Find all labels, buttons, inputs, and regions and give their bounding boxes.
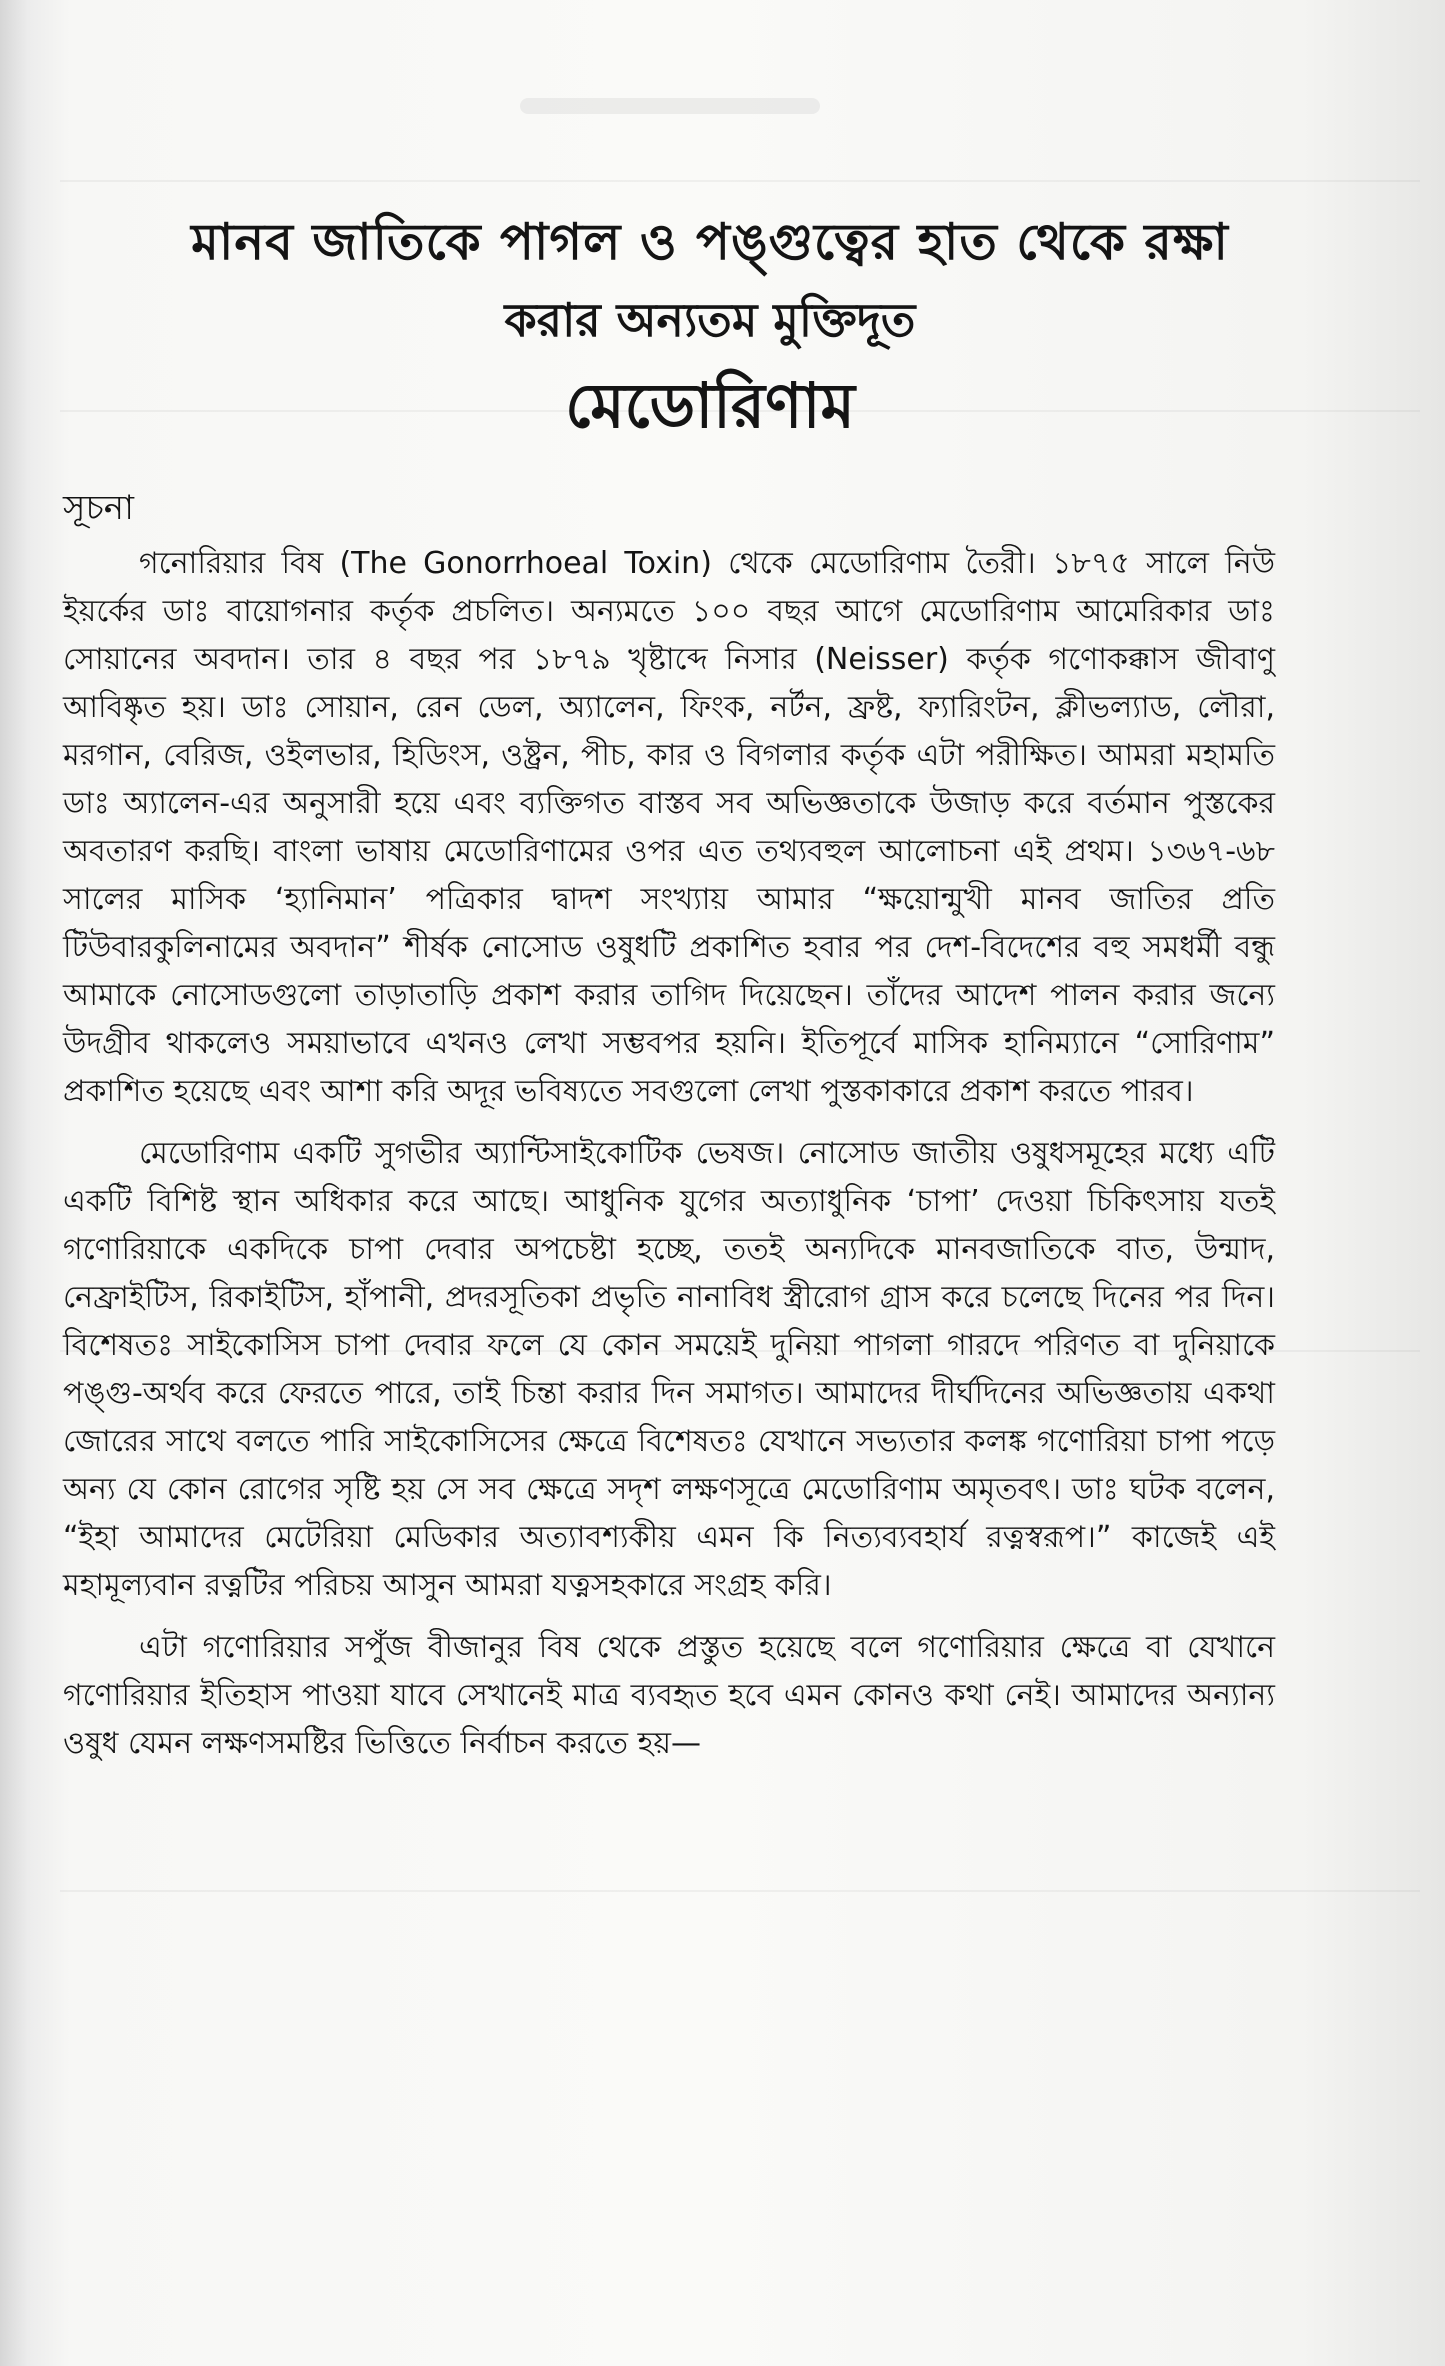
chapter-title	[60, 205, 1360, 449]
title-line-3: মেডোরিণাম	[565, 369, 855, 442]
bleed-through-line	[60, 180, 1420, 182]
paragraph: গনোরিয়ার বিষ (The Gonorrhoeal Toxin) থেকে মেডোরিণাম তৈরী। ১৮৭৫ সালে নিউ ইয়র্কের ডাঃ বায়োগনার কর্তৃক প্রচলিত। অন্যমতে ১০০ বছর আগে মেডোরিণাম আমেরিকার ডাঃ সোয়ানের অবদান। তার ৪ বছর পর ১৮৭৯ খৃষ্টাব্দে নিসার (Neisser) কর্তৃক গণোকক্কাস জীবাণু আবিষ্কৃত হয়। ডাঃ সোয়ান, রেন ডেল, অ্যালেন, ফিংক, নর্টন, ফ্রষ্ট, ফ্যারিংটন, ক্লীভল্যাড, লৌরা, মরগান, বেরিজ, ওইলভার, হিডিংস, ওষ্ট্রন, পীচ, কার ও বিগলার কর্তৃক এটা পরীক্ষিত। আমরা মহামতি ডাঃ অ্যালেন-এর অনুসারী হয়ে এবং ব্যক্তিগত বাস্তব সব অভিজ্ঞতাকে উজাড় করে বর্তমান পুস্তকের অবতারণ করছি। বাংলা ভাষায় মেডোরিণামের ওপর এত তথ্যবহুল আলোচনা এই প্রথম। ১৩৬৭-৬৮ সালের মাসিক ‘হ্যানিমান’ পত্রিকার দ্বাদশ সংখ্যায় আমার “ক্ষয়োন্মুখী মানব জাতির প্রতি টিউবারকুলিনামের অবদান” শীর্ষক নোসোড ওষুধটি প্রকাশিত হবার পর দেশ-বিদেশের বহু সমধর্মী বন্ধু আমাকে নোসোডগুলো তাড়াতাড়ি প্রকাশ করার তাগিদ দিয়েছেন। তাঁদের আদেশ পালন করার জন্যে উদগ্রীব থাকলেও সময়াভাবে এখনও লেখা সম্ভবপর হয়নি। ইতিপূর্বে মাসিক হানিম্যানে “সোরিণাম” প্রকাশিত হয়েছে এবং আশা করি অদূর ভবিষ্যতে সবগুলো লেখা পুস্তকাকারে প্রকাশ করতে পারব।	[63, 546, 1275, 1109]
section-heading: সূচনা	[63, 488, 134, 528]
bleed-through-line	[60, 1890, 1420, 1892]
paragraph: এটা গণোরিয়ার সপুঁজ বীজানুর বিষ থেকে প্রস্তুত হয়েছে বলে গণোরিয়ার ক্ষেত্রে বা যেখানে গণোরিয়ার ইতিহাস পাওয়া যাবে সেখানেই মাত্র ব্যবহৃত হবে এমন কোনও কথা নেই। আমাদের অন্যান্য ওষুধ যেমন লক্ষণসমষ্টির ভিত্তিতে নির্বাচন করতে হয়—	[63, 1630, 1275, 1761]
title-line-2: করার অন্যতম মুক্তিদূত	[504, 293, 916, 347]
body-text	[63, 540, 1275, 1782]
title-line-1: মানব জাতিকে পাগল ও পঙ্গুত্বের হাত থেকে রক্ষা	[191, 213, 1229, 271]
faded-running-head	[520, 98, 820, 114]
paragraph: মেডোরিণাম একটি সুগভীর অ্যান্টিসাইকোটিক ভেষজ। নোসোড জাতীয় ওষুধসমূহের মধ্যে এটি একটি বিশিষ্ট স্থান অধিকার করে আছে। আধুনিক যুগের অত্যাধুনিক ‘চাপা’ দেওয়া চিকিৎসায় যতই গণোরিয়াকে একদিকে চাপা দেবার অপচেষ্টা হচ্ছে, ততই অন্যদিকে মানবজাতিকে বাত, উন্মাদ, নেফ্রাইটিস, রিকাইটিস, হাঁপানী, প্রদরসূতিকা প্রভৃতি নানাবিধ স্ত্রীরোগ গ্রাস করে চলেছে দিনের পর দিন। বিশেষতঃ সাইকোসিস চাপা দেবার ফলে যে কোন সময়েই দুনিয়া পাগলা গারদে পরিণত বা দুনিয়াকে পঙ্গু-অর্থব করে ফেরতে পারে, তাই চিন্তা করার দিন সমাগত। আমাদের দীর্ঘদিনের অভিজ্ঞতায় একথা জোরের সাথে বলতে পারি সাইকোসিসের ক্ষেত্রে বিশেষতঃ যেখানে সভ্যতার কলঙ্ক গণোরিয়া চাপা পড়ে অন্য যে কোন রোগের সৃষ্টি হয় সে সব ক্ষেত্রে সদৃশ লক্ষণসূত্রে মেডোরিণাম অমৃতবৎ। ডাঃ ঘটক বলেন, “ইহা আমাদের মেটেরিয়া মেডিকার অত্যাবশ্যকীয় এমন কি নিত্যব্যবহার্য রত্নস্বরূপ।” কাজেই এই মহামূল্যবান রত্নটির পরিচয় আসুন আমরা যত্নসহকারে সংগ্রহ করি।	[63, 1136, 1275, 1603]
